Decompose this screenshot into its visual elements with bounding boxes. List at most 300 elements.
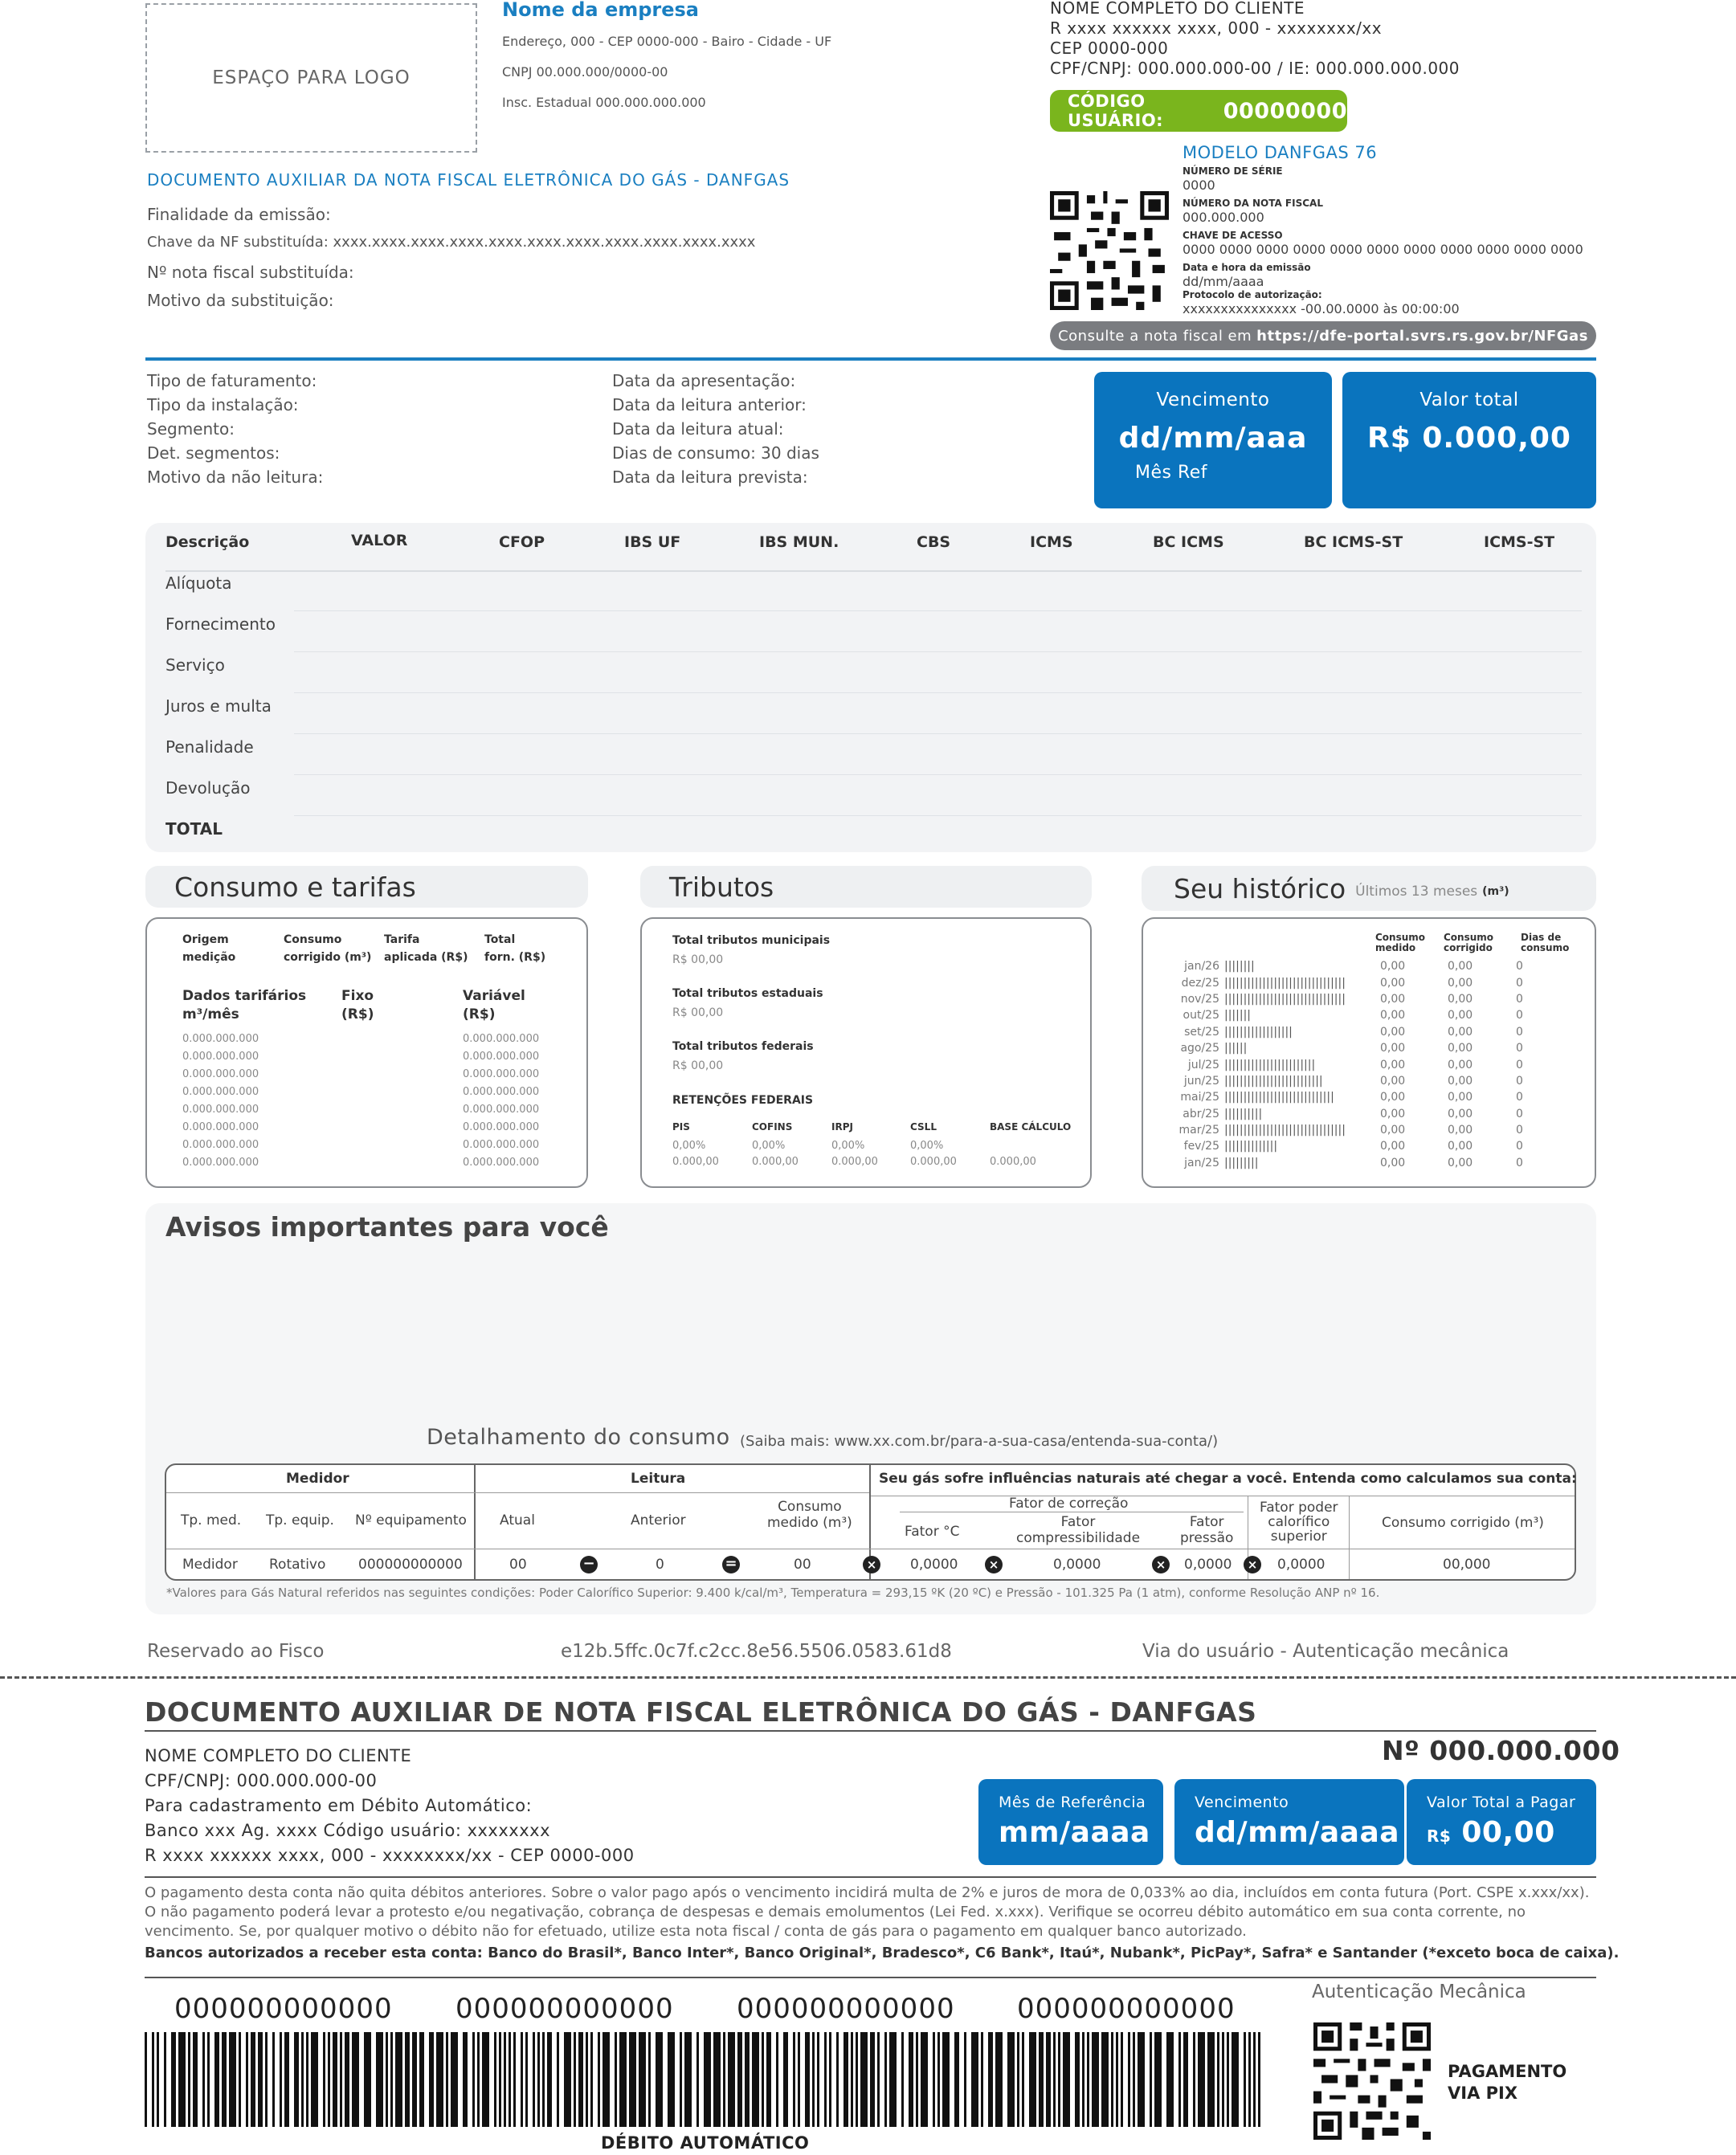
- barcode-bar: [805, 2032, 810, 2127]
- barcode-bar: [301, 2032, 304, 2127]
- tributos-municipais-value: R$ 00,00: [672, 953, 724, 966]
- hist-bars: ||||||||||||||||||||||||||||||||: [1224, 992, 1346, 1006]
- barcode-bar: [776, 2032, 778, 2127]
- ret-csll-label: CSLL: [910, 1121, 937, 1133]
- barcode-bar: [178, 2032, 186, 2127]
- barcode-bar: [251, 2032, 255, 2127]
- barcode-bar: [762, 2032, 764, 2127]
- tributos-estaduais-label: Total tributos estaduais: [672, 987, 823, 1000]
- client-address: R xxxx xxxxxx xxxx, 000 - xxxxxxxx/xx: [1050, 18, 1383, 38]
- det-row-atual: 00: [509, 1557, 527, 1573]
- col-descricao: Descrição: [165, 533, 250, 551]
- hist-month: ago/25: [1180, 1042, 1219, 1055]
- barcode-bar: [713, 2032, 721, 2127]
- historico-rows: [1157, 958, 1583, 1171]
- barcode-bar: [419, 2032, 424, 2127]
- hist-bars: ||||||||||||||||||||||||||: [1224, 1074, 1323, 1088]
- barcode-bar: [889, 2032, 897, 2127]
- barcode-bar: [1178, 2032, 1181, 2127]
- barcode-bar: [745, 2032, 750, 2127]
- barcode-bar: [1138, 2032, 1145, 2127]
- hist-corrigido: 0,00: [1448, 960, 1473, 973]
- barcode-bar: [246, 2032, 248, 2127]
- hist-month: jan/26: [1184, 960, 1219, 973]
- barcode-bar: [412, 2032, 417, 2127]
- barcode-bar: [668, 2032, 675, 2127]
- barcode-bar: [239, 2032, 241, 2127]
- historico-row: [1157, 1040, 1583, 1056]
- det-row-corrigido: 00,000: [1443, 1557, 1491, 1573]
- barcode-bar: [1193, 2032, 1195, 2127]
- barcode-digits-2: 000000000000: [455, 1993, 674, 2025]
- barcode-bar: [477, 2032, 480, 2127]
- row-servico: Serviço: [165, 655, 225, 675]
- barcode-bar: [1217, 2032, 1219, 2127]
- stub-number: Nº 000.000.000: [1382, 1735, 1620, 1766]
- barcode-bar: [578, 2032, 583, 2127]
- equals-icon: =: [722, 1556, 740, 1573]
- barcode-bar: [995, 2032, 1003, 2127]
- barcode-bar: [1166, 2032, 1174, 2127]
- billing-info-middle: [612, 369, 819, 489]
- barcode-bar: [1092, 2032, 1099, 2127]
- barcode-bar: [525, 2032, 528, 2127]
- hist-corrigido: 0,00: [1448, 1074, 1473, 1088]
- detalhamento-title: Detalhamento do consumo: [427, 1425, 730, 1450]
- det-fator-poder-header: Fator poder calorífico superior: [1260, 1500, 1338, 1545]
- hist-medido: 0,00: [1380, 976, 1406, 990]
- historico-row: [1157, 1089, 1583, 1105]
- company-cnpj: CNPJ 00.000.000/0000-00: [502, 64, 668, 80]
- det-leitura-header: Leitura: [631, 1471, 686, 1487]
- reservado-fisco: Reservado ao Fisco: [147, 1641, 325, 1662]
- hist-medido: 0,00: [1380, 992, 1406, 1006]
- barcode-bar: [542, 2032, 545, 2127]
- barcode-bar: [696, 2032, 699, 2127]
- user-code-badge: CÓDIGO USUÁRIO: 00000000: [1050, 90, 1347, 132]
- barcode-bar: [1150, 2032, 1152, 2127]
- barcode-bar: [557, 2032, 559, 2127]
- stub-divider: [145, 1876, 1596, 1878]
- barcode-bar: [188, 2032, 190, 2127]
- serie-value: 0000: [1183, 178, 1215, 193]
- via-usuario: Via do usuário - Autenticação mecânica: [1142, 1641, 1509, 1662]
- barcode-bar: [843, 2032, 848, 2127]
- barcode-bar: [1198, 2032, 1205, 2127]
- ret-cofins-pct: 0,00%: [752, 1140, 786, 1152]
- barcode-bar: [509, 2032, 511, 2127]
- barcode-bar: [615, 2032, 617, 2127]
- barcode-bar: [340, 2032, 342, 2127]
- barcode-bar: [436, 2032, 443, 2127]
- row-aliquota: Alíquota: [165, 573, 232, 593]
- barcode-bar: [937, 2032, 940, 2127]
- ret-pis-pct: 0,00%: [672, 1140, 706, 1152]
- barcode-bar: [766, 2032, 771, 2127]
- hist-dias: 0: [1516, 1058, 1523, 1071]
- hist-month: jun/25: [1183, 1074, 1219, 1088]
- hist-dias: 0: [1516, 1091, 1523, 1104]
- info-tipo-faturamento: Tipo de faturamento:: [147, 371, 317, 390]
- month-ref-label: Mês Ref: [1135, 463, 1208, 483]
- historico-row: [1157, 1056, 1583, 1072]
- barcode-icon: [145, 2032, 1261, 2127]
- barcode-bar: [1133, 2032, 1135, 2127]
- barcode-bar: [988, 2032, 993, 2127]
- barcode-bar: [280, 2032, 282, 2127]
- tributos-municipais-label: Total tributos municipais: [672, 934, 831, 947]
- fisco-hash: e12b.5ffc.0c7f.c2cc.8e56.5506.0583.61d8: [561, 1641, 952, 1662]
- nf-value: 000.000.000: [1183, 210, 1264, 225]
- barcode-bar: [564, 2032, 571, 2127]
- logo-placeholder: ESPAÇO PARA LOGO: [145, 3, 477, 153]
- barcode-bar: [202, 2032, 205, 2127]
- col-icms: ICMS: [1030, 533, 1073, 551]
- hist-bars: ||||||||: [1224, 960, 1255, 973]
- info-leitura-prevista: Data da leitura prevista:: [612, 467, 808, 487]
- historico-row: [1157, 958, 1583, 974]
- company-name: Nome da empresa: [502, 0, 700, 21]
- ret-irpj-label: IRPJ: [831, 1121, 853, 1133]
- info-det-segmentos: Det. segmentos:: [147, 443, 280, 463]
- hist-corrigido: 0,00: [1448, 1107, 1473, 1120]
- barcode-bar: [311, 2032, 318, 2127]
- barcode-bar: [1022, 2032, 1024, 2127]
- consulte-url-link[interactable]: https://dfe-portal.svrs.rs.gov.br/NFGas: [1256, 327, 1588, 345]
- company-ie: Insc. Estadual 000.000.000.000: [502, 95, 706, 110]
- model-title: MODELO DANFGAS 76: [1183, 143, 1378, 162]
- hist-dias: 0: [1516, 1042, 1523, 1055]
- debito-automatico-label: DÉBITO AUTOMÁTICO: [601, 2133, 810, 2153]
- tributos-federais-value: R$ 00,00: [672, 1059, 724, 1072]
- stub-total-box: [1407, 1779, 1596, 1865]
- barcode-bar: [164, 2032, 166, 2127]
- hist-corrigido: 0,00: [1448, 1091, 1473, 1104]
- barcode-bar: [494, 2032, 496, 2127]
- barcode-bar: [376, 2032, 383, 2127]
- det-row-fator-poder: 0,0000: [1277, 1557, 1325, 1573]
- row-fornecimento: Fornecimento: [165, 614, 276, 634]
- det-fator-pressao-header: Fator pressão: [1180, 1514, 1234, 1546]
- table-header-divider: [165, 570, 1582, 572]
- due-date-label: Vencimento: [1156, 390, 1270, 410]
- det-tp-med-header: Tp. med.: [181, 1512, 242, 1528]
- det-row-anterior: 0: [656, 1557, 664, 1573]
- barcode-bar: [265, 2032, 268, 2127]
- barcode-bar: [1128, 2032, 1130, 2127]
- barcode-bar: [971, 2032, 978, 2127]
- barcode-bar: [728, 2032, 735, 2127]
- barcode-bar: [306, 2032, 308, 2127]
- barcode-bar: [171, 2032, 176, 2127]
- historico-row: [1157, 991, 1583, 1007]
- barcode-bar: [333, 2032, 337, 2127]
- hist-corrigido: 0,00: [1448, 1140, 1473, 1153]
- barcode-bar: [704, 2032, 711, 2127]
- barcode-bar: [1244, 2032, 1246, 2127]
- barcode-bar: [684, 2032, 692, 2127]
- barcode-bar: [364, 2032, 371, 2127]
- hist-dias: 0: [1516, 1074, 1523, 1088]
- items-table: [145, 523, 1596, 852]
- hist-medido: 0,00: [1380, 1091, 1406, 1104]
- hist-month: out/25: [1183, 1009, 1219, 1022]
- consumo-h-origem: Origem medição: [182, 933, 236, 964]
- ret-csll-pct: 0,00%: [910, 1140, 944, 1152]
- barcode-bar: [598, 2032, 600, 2127]
- data-label: Data e hora da emissão: [1183, 262, 1311, 273]
- barcode-bar: [901, 2032, 904, 2127]
- barcode-bar: [629, 2032, 636, 2127]
- barcode-bar: [157, 2032, 159, 2127]
- pix-qr-code-icon[interactable]: [1313, 2022, 1431, 2140]
- barcode-bar: [345, 2032, 349, 2127]
- info-motivo-nao-leitura: Motivo da não leitura:: [147, 467, 324, 487]
- barcode-bar: [1232, 2032, 1239, 2127]
- row-divider: [294, 733, 1582, 734]
- tributos-estaduais-value: R$ 00,00: [672, 1006, 724, 1019]
- barcode-bar: [737, 2032, 742, 2127]
- barcode-bar: [1087, 2032, 1089, 2127]
- barcode-bar: [812, 2032, 815, 2127]
- det-medidor-header: Medidor: [286, 1471, 349, 1487]
- barcode-bar: [933, 2032, 935, 2127]
- barcode-bar: [323, 2032, 325, 2127]
- hist-dias: 0: [1516, 1140, 1523, 1153]
- minus-icon: −: [580, 1556, 598, 1573]
- ret-base-value: 0.000,00: [990, 1156, 1036, 1168]
- det-divider: [1349, 1496, 1350, 1579]
- det-row-tp-med: Medidor: [182, 1557, 238, 1573]
- barcode-digits-3: 000000000000: [737, 1993, 955, 2025]
- barcode-bar: [1207, 2032, 1215, 2127]
- barcode-bar: [1007, 2032, 1015, 2127]
- col-cfop: CFOP: [499, 533, 545, 551]
- hist-corrigido: 0,00: [1448, 976, 1473, 990]
- tributos-federais-label: Total tributos federais: [672, 1040, 814, 1053]
- barcode-digits-1: 000000000000: [174, 1993, 393, 2025]
- det-row-fator-pressao: 0,0000: [1184, 1557, 1232, 1573]
- barcode-bar: [877, 2032, 880, 2127]
- det-row-consumo: 00: [794, 1557, 811, 1573]
- row-penalidade: Penalidade: [165, 737, 254, 757]
- total-value-amount: R$ 0.000,00: [1367, 422, 1571, 455]
- hist-medido: 0,00: [1380, 1058, 1406, 1071]
- retencoes-label: RETENÇÕES FEDERAIS: [672, 1094, 814, 1107]
- times-icon: ×: [863, 1556, 880, 1573]
- barcode-bar: [817, 2032, 819, 2127]
- barcode-bar: [328, 2032, 330, 2127]
- hist-bars: |||||||||||||||||||||||||||||: [1224, 1091, 1334, 1104]
- historico-row: [1157, 1155, 1583, 1171]
- barcode-bar: [921, 2032, 928, 2127]
- barcode-bar: [547, 2032, 552, 2127]
- historico-row: [1157, 1007, 1583, 1023]
- barcode-bar: [145, 2032, 147, 2127]
- tarifa-values-right: 0.000.000.000 0.000.000.000 0.000.000.000 0.000.000.000 0.000.000.000 0.000.000.000 0.000.000.000 0.000.000.000: [463, 1033, 540, 1169]
- hist-corrigido: 0,00: [1448, 1042, 1473, 1055]
- due-date-box: [1094, 372, 1332, 508]
- barcode-bar: [870, 2032, 875, 2127]
- hist-dias: 0: [1516, 960, 1523, 973]
- header-divider: [145, 357, 1596, 361]
- barcode-bar: [619, 2032, 627, 2127]
- barcode-bar: [1029, 2032, 1036, 2127]
- info-leitura-anterior: Data da leitura anterior:: [612, 395, 807, 414]
- client-name: NOME COMPLETO DO CLIENTE: [1050, 0, 1305, 18]
- barcode-bar: [294, 2032, 299, 2127]
- col-ibs-mun: IBS MUN.: [759, 533, 839, 551]
- hist-medido: 0,00: [1380, 1124, 1406, 1137]
- hist-h-medido: Consumo medido: [1375, 932, 1426, 953]
- stub-total-currency: R$: [1427, 1826, 1452, 1846]
- col-cbs: CBS: [917, 533, 951, 551]
- hist-dias: 0: [1516, 1107, 1523, 1120]
- barcode-bar: [656, 2032, 663, 2127]
- hist-month: nov/25: [1180, 992, 1219, 1006]
- ret-pis-label: PIS: [672, 1121, 690, 1133]
- hist-corrigido: 0,00: [1448, 1124, 1473, 1137]
- consumo-h-tarifa: Tarifa aplicada (R$): [384, 933, 468, 964]
- hist-dias: 0: [1516, 1156, 1523, 1169]
- hist-dias: 0: [1516, 1124, 1523, 1137]
- due-date-value: dd/mm/aaa: [1118, 422, 1308, 455]
- stub-legal-text: O pagamento desta conta não quita débitos anteriores. Sobre o valor pago após o vencimento incidirá multa de 2% e juros de mora de 0,033% ao dia, incluídos em conta futura (Port. CSPE x.xxx/xx). O não pagamento poderá levar a protesto e/ou negativação, cobrança de despesas e demais emolumentos (Lei Fed. x.xxx). Verifique se ocorreu débito automático em sua conta corrente, no vencimento. Se, por qualquer motivo o débito não for efetuado, utilize esta nota fiscal / conta de gás para o pagamento em qualquer banco autorizado.: [145, 1884, 1590, 1940]
- stub-title: DOCUMENTO AUXILIAR DE NOTA FISCAL ELETRÔNICA DO GÁS - DANFGAS: [145, 1696, 1257, 1728]
- hist-month: mai/25: [1180, 1091, 1219, 1104]
- hist-medido: 0,00: [1380, 1009, 1406, 1022]
- barcode-bar: [783, 2032, 788, 2127]
- barcode-bar: [1101, 2032, 1109, 2127]
- chave-label: CHAVE DE ACESSO: [1183, 230, 1283, 241]
- barcode-bar: [981, 2032, 983, 2127]
- det-fator-correcao-header: Fator de correção: [1009, 1496, 1129, 1512]
- row-divider: [294, 651, 1582, 652]
- danfgas-title: DOCUMENTO AUXILIAR DA NOTA FISCAL ELETRÔNICA DO GÁS - DANFGAS: [147, 170, 790, 190]
- hist-medido: 0,00: [1380, 1107, 1406, 1120]
- fixo-header: Fixo (R$): [341, 988, 374, 1022]
- barcode-bar: [1046, 2032, 1051, 2127]
- hist-corrigido: 0,00: [1448, 1009, 1473, 1022]
- hist-month: jan/25: [1184, 1156, 1219, 1169]
- info-dias-consumo: Dias de consumo: 30 dias: [612, 443, 819, 463]
- barcode-bar: [1063, 2032, 1070, 2127]
- consulte-banner[interactable]: Consulte a nota fiscal em https://dfe-portal.svrs.rs.gov.br/NFGas: [1050, 321, 1596, 350]
- hist-month: dez/25: [1181, 976, 1219, 990]
- hist-dias: 0: [1516, 976, 1523, 990]
- barcode-bar: [884, 2032, 887, 2127]
- barcode-bar: [429, 2032, 434, 2127]
- stub-total-value: 00,00: [1461, 1816, 1555, 1849]
- det-row-n-equip: 000000000000: [358, 1557, 463, 1573]
- hist-month: fev/25: [1183, 1140, 1219, 1153]
- hist-medido: 0,00: [1380, 1140, 1406, 1153]
- barcode-bar: [798, 2032, 800, 2127]
- barcode-bar: [1222, 2032, 1224, 2127]
- barcode-bar: [723, 2032, 725, 2127]
- client-cep: CEP 0000-000: [1050, 39, 1169, 58]
- col-valor: VALOR: [351, 532, 408, 549]
- hist-medido: 0,00: [1380, 960, 1406, 973]
- barcode-bar: [648, 2032, 651, 2127]
- barcode-bar: [482, 2032, 489, 2127]
- hist-month: mar/25: [1178, 1124, 1219, 1137]
- stub-client-doc: CPF/CNPJ: 000.000.000-00: [145, 1771, 378, 1790]
- consumo-h-corrigido: Consumo corrigido (m³): [284, 933, 372, 964]
- historico-row: [1157, 1106, 1583, 1122]
- det-row-tp-equip: Rotativo: [269, 1557, 326, 1573]
- barcode-bar: [207, 2032, 210, 2127]
- consumo-h-total: Total forn. (R$): [484, 933, 546, 964]
- historico-section-title: Seu histórico Últimos 13 meses (m³): [1142, 866, 1596, 911]
- saiba-mais-link[interactable]: (Saiba mais: www.xx.com.br/para-a-sua-casa/entenda-sua-conta/): [740, 1433, 1219, 1450]
- barcode-bar: [793, 2032, 795, 2127]
- tributos-section-title: Tributos: [640, 866, 1092, 908]
- det-atual-header: Atual: [500, 1512, 535, 1528]
- barcode-bar: [1082, 2032, 1084, 2127]
- total-value-box: [1342, 372, 1596, 508]
- hist-dias: 0: [1516, 1025, 1523, 1039]
- barcode-bar: [752, 2032, 759, 2127]
- hist-medido: 0,00: [1380, 1042, 1406, 1055]
- stub-divider: [145, 1730, 1596, 1732]
- stub-month-ref-label: Mês de Referência: [999, 1794, 1146, 1811]
- barcode-bar: [451, 2032, 458, 2127]
- barcode-bar: [513, 2032, 516, 2127]
- barcode-bar: [586, 2032, 588, 2127]
- stub-due-label: Vencimento: [1195, 1794, 1289, 1811]
- times-icon: ×: [985, 1556, 1003, 1573]
- barcode-bar: [352, 2032, 359, 2127]
- barcode-bar: [272, 2032, 275, 2127]
- prot-value: xxxxxxxxxxxxxxx -00.00.0000 às 00:00:00: [1183, 301, 1460, 316]
- hist-month: set/25: [1184, 1025, 1219, 1039]
- motivo-field: Motivo da substituição:: [147, 291, 334, 310]
- barcode-bar: [222, 2032, 227, 2127]
- hist-corrigido: 0,00: [1448, 992, 1473, 1006]
- stub-total-label: Valor Total a Pagar: [1427, 1794, 1576, 1811]
- avisos-title: Avisos importantes para você: [165, 1211, 609, 1243]
- barcode-bar: [1227, 2032, 1229, 2127]
- dados-tarifarios-header: Dados tarifários m³/mês: [182, 988, 307, 1022]
- barcode-bar: [1075, 2032, 1080, 2127]
- stub-client-address: R xxxx xxxxxx xxxx, 000 - xxxxxxxx/xx - CEP 0000-000: [145, 1846, 635, 1865]
- barcode-bar: [964, 2032, 966, 2127]
- info-data-apresentacao: Data da apresentação:: [612, 371, 796, 390]
- barcode-bar: [851, 2032, 853, 2127]
- historico-row: [1157, 974, 1583, 990]
- det-fator-c-header: Fator °C: [905, 1524, 960, 1540]
- hist-corrigido: 0,00: [1448, 1058, 1473, 1071]
- info-segmento: Segmento:: [147, 419, 235, 439]
- stub-autenticacao: Autenticação Mecânica: [1312, 1982, 1526, 2002]
- col-icms-st: ICMS-ST: [1484, 533, 1555, 551]
- info-tipo-instalacao: Tipo da instalação:: [147, 395, 299, 414]
- barcode-bar: [1121, 2032, 1123, 2127]
- hist-bars: ||||||||||||||: [1224, 1140, 1278, 1153]
- barcode-bar: [1183, 2032, 1188, 2127]
- times-icon: ×: [1244, 1556, 1261, 1573]
- barcode-bar: [229, 2032, 236, 2127]
- row-divider: [294, 774, 1582, 775]
- barcode-bar: [909, 2032, 913, 2127]
- nf-qr-code-icon: [1050, 191, 1169, 310]
- barcode-bar: [472, 2032, 475, 2127]
- barcode-bar: [942, 2032, 950, 2127]
- chave-value: 0000 0000 0000 0000 0000 0000 0000 0000 0000 0000 0000: [1183, 242, 1583, 257]
- client-doc: CPF/CNPJ: 000.000.000-00 / IE: 000.000.000.000: [1050, 59, 1460, 78]
- historico-row: [1157, 1024, 1583, 1040]
